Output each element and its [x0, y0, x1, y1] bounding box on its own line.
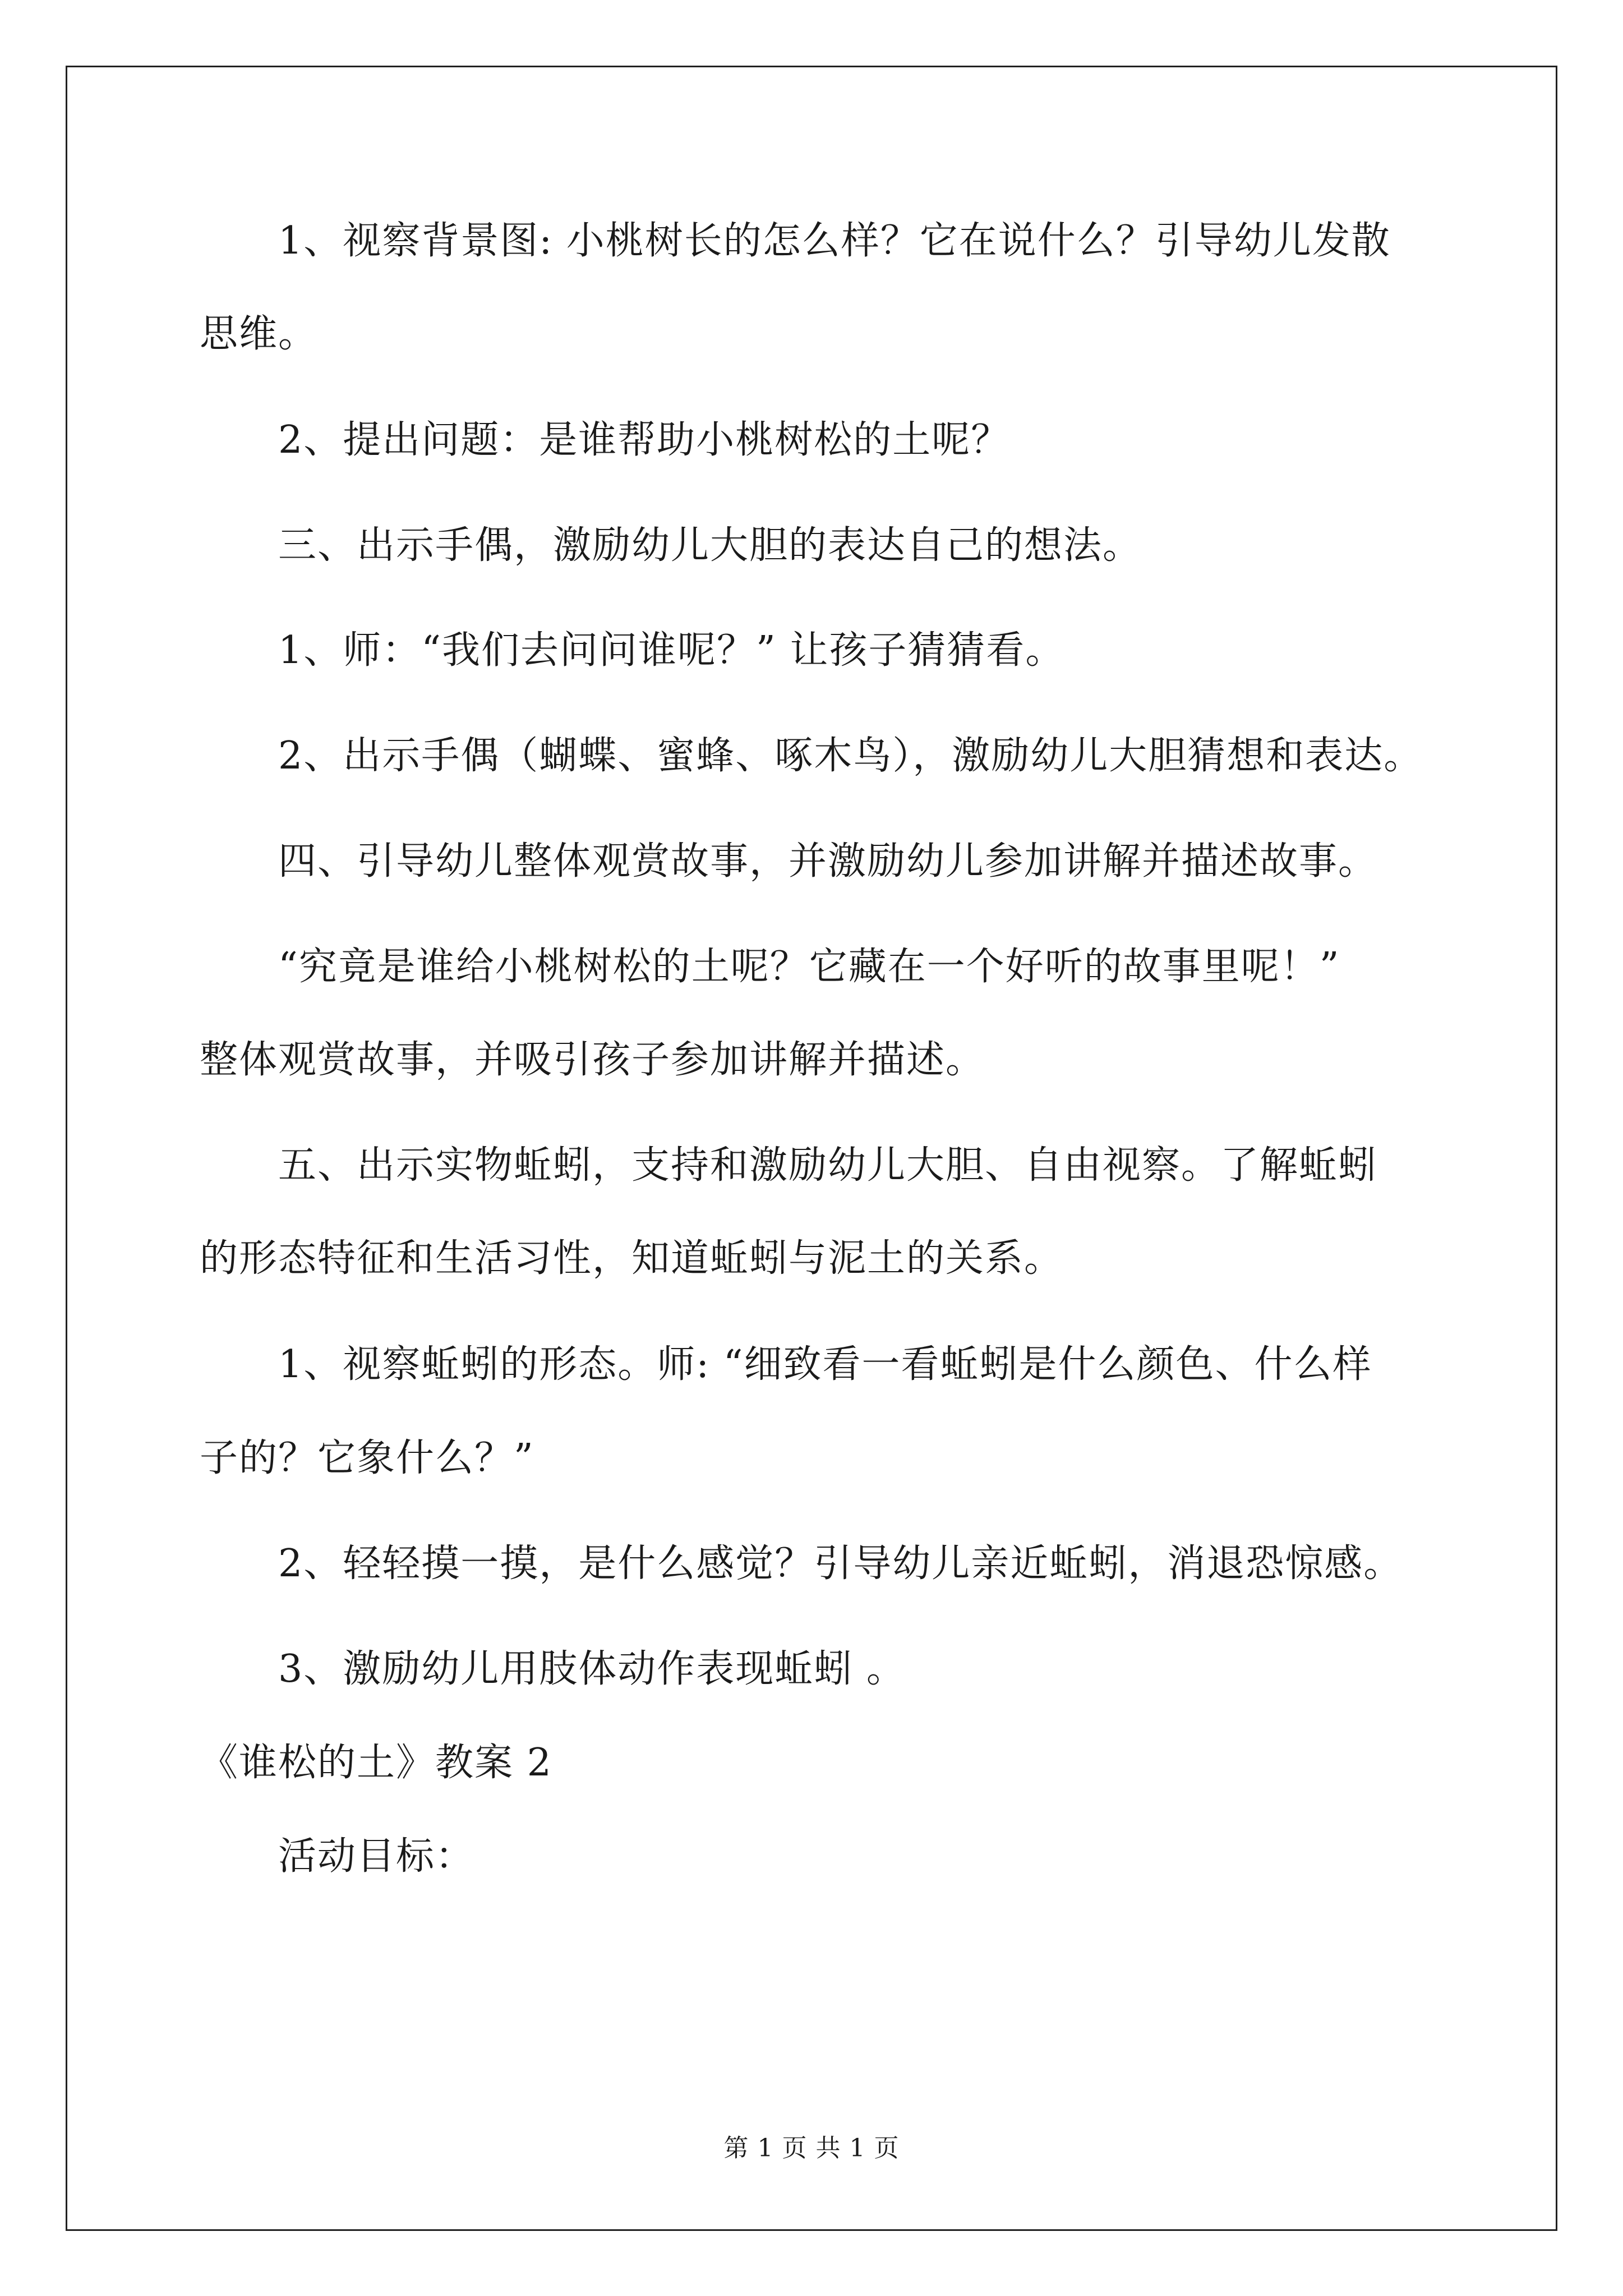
paragraph-line: 活动目标： [278, 1834, 475, 1879]
paragraph-line: 思维。 [200, 312, 318, 356]
paragraph-line: 1、视察背景图: 小桃树长的怎么样？它在说什么？引导幼儿发散 [278, 219, 1391, 263]
paragraph-line: 子的？它象什么？” [200, 1436, 534, 1480]
paragraph-line: 1、视察蚯蚓的形态。师: “细致看一看蚯蚓是什么颜色、什么样 [278, 1342, 1372, 1387]
page-footer: 第 1 页 共 1 页 [723, 2134, 900, 2162]
paragraph-line: 2、提出问题：是谁帮助小桃树松的土呢？ [278, 418, 1011, 462]
paragraph-line: 1、师：“我们去问问谁呢？” 让孩子猜猜看。 [278, 628, 1065, 673]
section-heading: 《谁松的土》教案 2 [200, 1741, 552, 1785]
paragraph-line: 整体观赏故事，并吸引孩子参加讲解并描述。 [200, 1038, 985, 1082]
paragraph-line: 2、出示手偶（蝴蝶、蜜蜂、啄木鸟），激励幼儿大胆猜想和表达。 [278, 734, 1423, 778]
paragraph-line: 四、引导幼儿整体观赏故事，并激励幼儿参加讲解并描述故事。 [278, 839, 1378, 884]
paragraph-line: “究竟是谁给小桃树松的土呢？它藏在一个好听的故事里呢！” [278, 945, 1340, 989]
paragraph-line: 的形态特征和生活习性，知道蚯蚓与泥土的关系。 [200, 1236, 1064, 1281]
paragraph-line: 三、出示手偶，激励幼儿大胆的表达自己的想法。 [278, 523, 1142, 568]
paragraph-line: 2、轻轻摸一摸，是什么感觉？引导幼儿亲近蚯蚓，消退恐惊感。 [278, 1542, 1403, 1586]
paragraph-line: 3、激励幼儿用肢体动作表现蚯蚓 。 [278, 1647, 906, 1691]
paragraph-line: 五、出示实物蚯蚓，支持和激励幼儿大胆、自由视察。了解蚯蚓 [278, 1143, 1378, 1188]
